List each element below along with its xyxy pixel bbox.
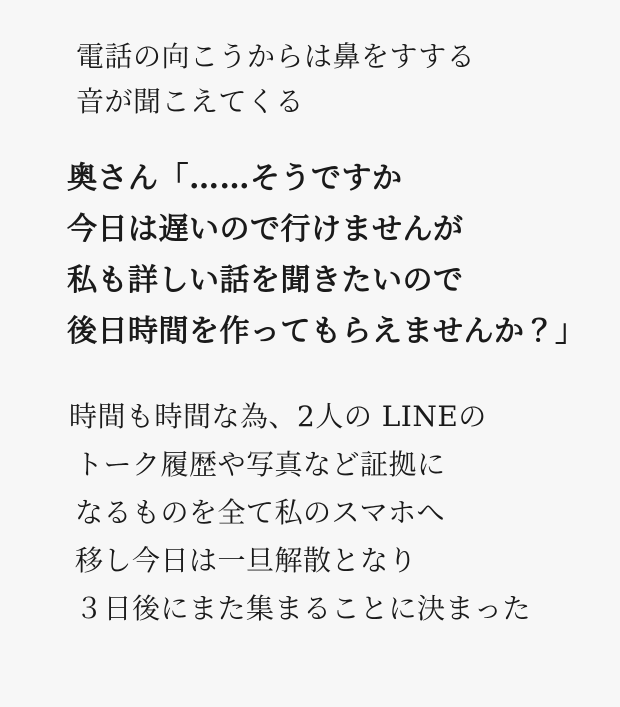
text-line: 後日時間を作ってもらえませんか？」 [67, 314, 586, 349]
paragraph-dialogue [67, 153, 600, 357]
text-line: 音が聞こえてくる [76, 85, 305, 118]
paragraph-intro [70, 34, 600, 124]
text-line: なるものを全て私のスマホへ [75, 496, 445, 529]
paragraph-narration [69, 393, 600, 633]
text-line: 今日は遅いので行けませんが [67, 212, 464, 247]
text-line: ３日後にまた集まることに決まった [75, 592, 532, 625]
text-line: トーク履歴や写真など証拠に [75, 448, 446, 481]
text-line: 移し今日は一旦解散となり [75, 544, 418, 577]
text-line: 電話の向こうからは鼻をすする [76, 40, 476, 73]
text-line: 時間も時間な為、2人の LINEの [69, 400, 487, 433]
text-line: 奥さん「……そうですか [67, 161, 403, 196]
text-line: 私も詳しい話を聞きたいので [67, 263, 464, 298]
